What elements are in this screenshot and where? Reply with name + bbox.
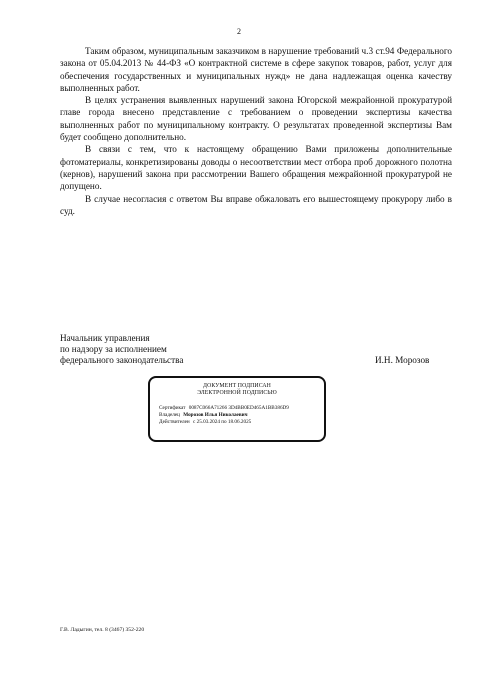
stamp-title-line: ДОКУМЕНТ ПОДПИСАН bbox=[203, 383, 271, 389]
page-number: 2 bbox=[237, 27, 241, 36]
position-line: по надзору за исполнением bbox=[60, 344, 167, 354]
stamp-title bbox=[150, 383, 324, 397]
stamp-owner-row bbox=[159, 412, 321, 419]
letter-body bbox=[60, 45, 452, 217]
stamp-title-line: ЭЛЕКТРОННОЙ ПОДПИСЬЮ bbox=[197, 390, 277, 396]
certificate-label: Сертификат bbox=[159, 405, 186, 411]
paragraph-additional-materials: В связи с тем, что к настоящему обращению Вами приложены дополнительные фотоматериалы, конкретизированы доводы о несоответствии мест отбора проб дорожного полотна (кернов), нарушений закона при рассмотрении Вашего обращения межрайонной прокуратурой не допущено. bbox=[60, 144, 452, 192]
paragraph-appeal-rights: В случае несогласия с ответом Вы вправе обжаловать его вышестоящему прокурору либо в суд. bbox=[60, 193, 452, 216]
owner-value: Морозов Илья Николаевич bbox=[183, 412, 248, 418]
stamp-certificate-row bbox=[159, 405, 321, 412]
certificate-value: 0087C066A71266 3D4BB0ED465A1BB386D9 bbox=[188, 405, 289, 411]
position-line: Начальник управления bbox=[60, 333, 150, 343]
executor-contact: Г.В. Ладыгин, тел. 8 (3467) 352-220 bbox=[60, 627, 145, 633]
position-line: федерального законодательства bbox=[60, 355, 184, 365]
validity-label: Действителен bbox=[159, 419, 190, 425]
paragraph-measures: В целях устранения выявленных нарушений закона Югорской межрайонной прокуратурой главе города внесено представление с требованием о проведении экспертизы качества выполненных работ по муниципальному контракту. О результатах проведенной экспертизы Вам будет сообщено дополнительно. bbox=[60, 95, 452, 143]
electronic-signature-stamp bbox=[148, 376, 326, 442]
validity-value: с 25.03.2024 по 18.06.2025 bbox=[193, 419, 252, 425]
paragraph-conclusion: Таким образом, муниципальным заказчиком в нарушение требований ч.3 ст.94 Федерального закона от 05.04.2013 № 44-ФЗ «О контрактной системе в сфере закупок товаров, работ, услуг для обеспечения государственных и муниципальных нужд» не дана надлежащая оценка качеству выполненных работ. bbox=[60, 46, 452, 93]
signatory-name: И.Н. Морозов bbox=[375, 355, 430, 365]
stamp-details bbox=[159, 405, 321, 426]
stamp-validity-row bbox=[159, 419, 321, 426]
owner-label: Владелец bbox=[159, 412, 180, 418]
